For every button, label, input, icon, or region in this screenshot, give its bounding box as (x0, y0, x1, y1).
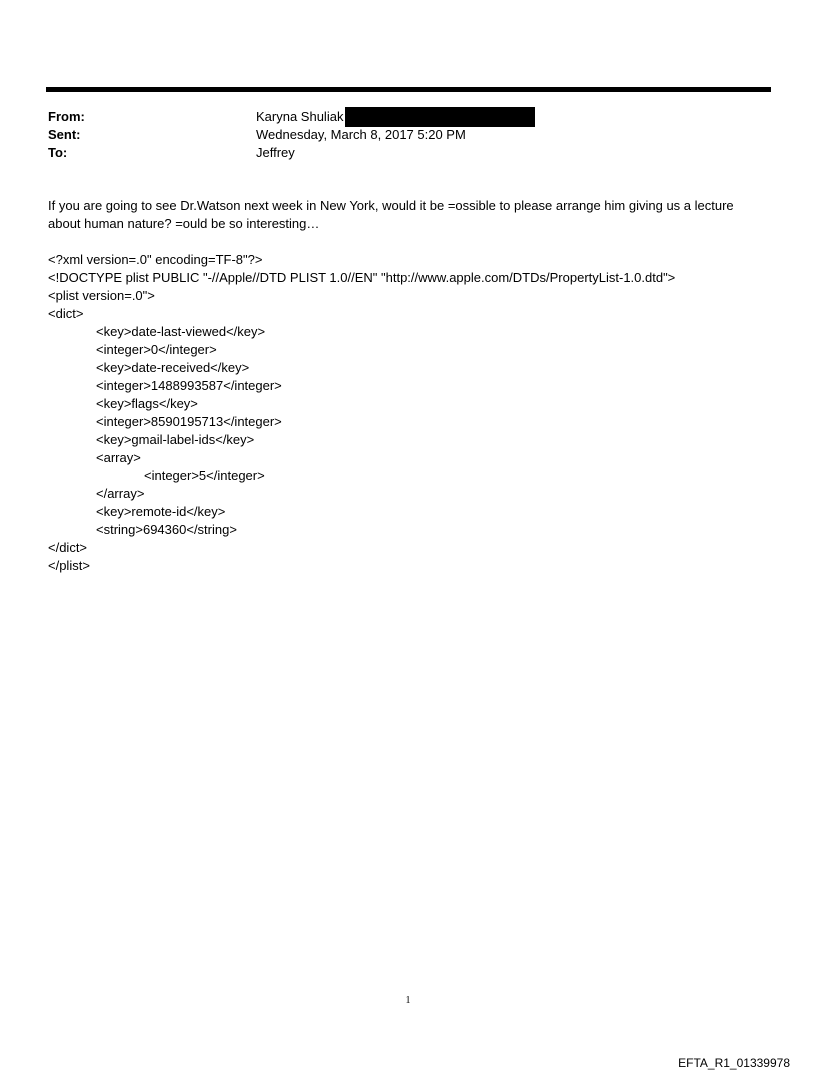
plist-code-block (48, 251, 770, 575)
message-line-2: about human nature? =ould be so interesting… (48, 216, 320, 231)
code-line: <?xml version=.0" encoding=TF-8"?> (48, 252, 263, 267)
from-value (256, 107, 535, 127)
code-line: <key>date-received</key> (96, 360, 250, 375)
code-line: </dict> (48, 540, 88, 555)
message-body (48, 197, 770, 233)
code-line: <integer>1488993587</integer> (96, 378, 282, 393)
code-line: <plist version=.0"> (48, 288, 155, 303)
code-line: <string>694360</string> (96, 522, 237, 537)
page-number: 1 (405, 995, 411, 1006)
to-label: To: (48, 145, 68, 160)
code-line: </plist> (48, 558, 90, 573)
code-line: <key>flags</key> (96, 396, 198, 411)
from-label: From: (48, 109, 85, 124)
sent-row (48, 126, 768, 144)
document-id: EFTA_R1_01339978 (678, 1056, 790, 1070)
to-row (48, 144, 768, 162)
code-line: </array> (96, 486, 145, 501)
email-header (48, 108, 768, 162)
code-line: <dict> (48, 306, 84, 321)
to-value: Jeffrey (256, 145, 295, 160)
message-line-1: If you are going to see Dr.Watson next week in New York, would it be =ossible to please arrange him giving us a lecture (48, 198, 734, 213)
header-rule (46, 87, 771, 92)
code-line: <array> (96, 450, 141, 465)
code-line: <key>date-last-viewed</key> (96, 324, 266, 339)
from-row (48, 108, 768, 126)
redaction-block (345, 107, 535, 127)
code-line: <key>gmail-label-ids</key> (96, 432, 255, 447)
sent-value: Wednesday, March 8, 2017 5:20 PM (256, 127, 466, 142)
sender-name: Karyna Shuliak (256, 109, 344, 124)
code-line: <integer>0</integer> (96, 342, 217, 357)
code-line: <!DOCTYPE plist PUBLIC "-//Apple//DTD PLIST 1.0//EN" "http://www.apple.com/DTDs/PropertyList-1.0.dtd"> (48, 270, 676, 285)
code-line: <integer>5</integer> (144, 468, 265, 483)
sent-label: Sent: (48, 127, 81, 142)
code-line: <integer>8590195713</integer> (96, 414, 282, 429)
code-line: <key>remote-id</key> (96, 504, 226, 519)
